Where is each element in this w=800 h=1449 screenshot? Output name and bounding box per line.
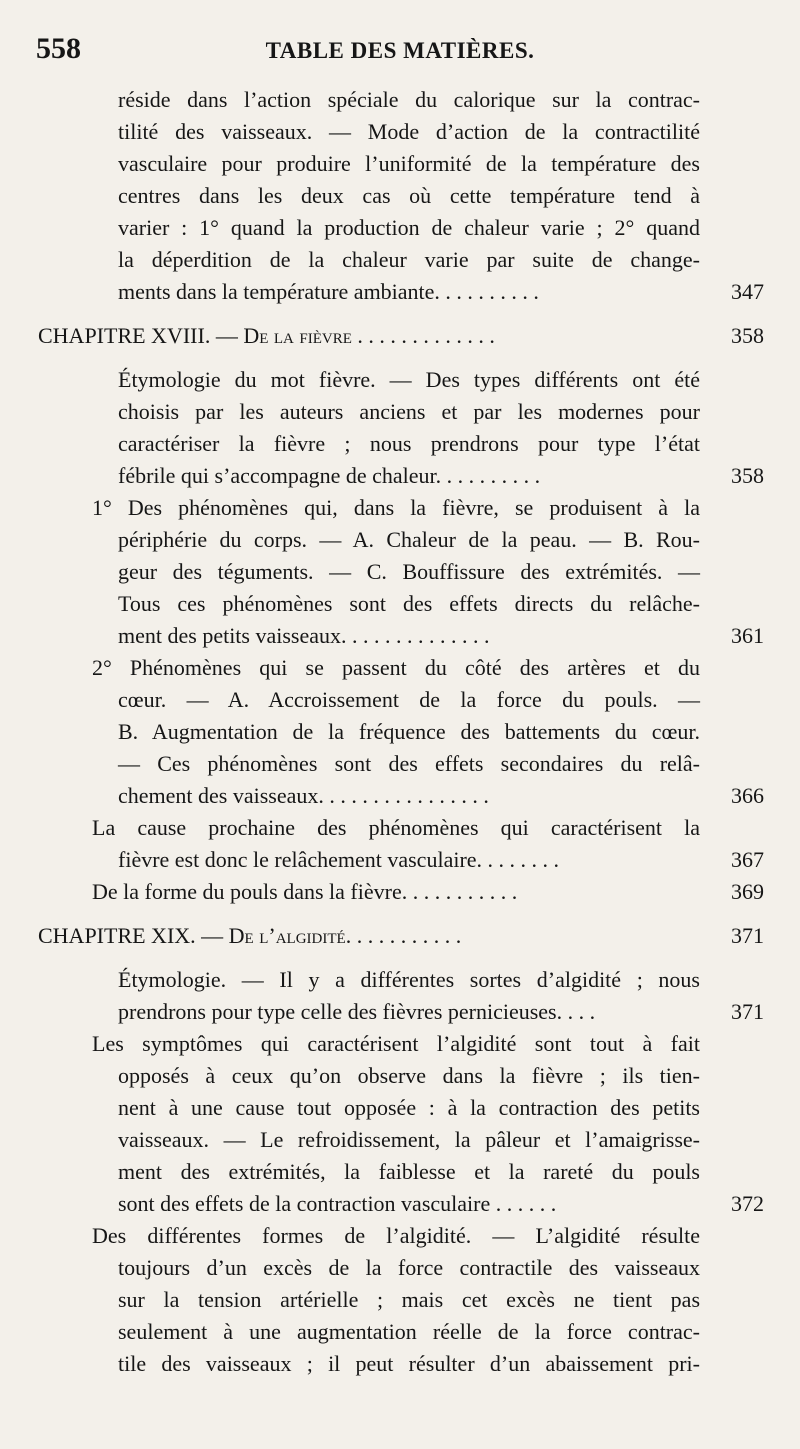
entry-text: prendrons pour type celle des fièvres pernicieuses. . . .	[118, 999, 596, 1024]
toc-line	[0, 460, 800, 492]
chapter-heading	[0, 320, 800, 352]
toc-line	[0, 244, 800, 276]
entry-text: chement des vaisseaux. . . . . . . . . . . . . . . .	[118, 783, 489, 808]
toc-line	[0, 1188, 800, 1220]
running-title: TABLE DES MATIÈRES.	[265, 38, 535, 63]
chapter-label: CHAPITRE XVIII. —	[38, 323, 244, 348]
chapter-name: De l’algidité	[228, 923, 346, 948]
toc-line	[0, 180, 800, 212]
toc-line	[0, 1348, 800, 1380]
entry-text: caractériser la fièvre ; nous prendrons pour type l’état	[118, 431, 700, 456]
toc-line	[0, 492, 800, 524]
chapter-title	[38, 320, 495, 352]
entry-text: tilité des vaisseaux. — Mode d’action de la contractilité	[118, 119, 700, 144]
entry-text: sur la tension artérielle ; mais cet excès ne tient pas	[118, 1287, 700, 1312]
entry-text: De la forme du pouls dans la fièvre. . . . . . . . . . .	[92, 879, 518, 904]
toc-line	[0, 1060, 800, 1092]
page-ref: 366	[731, 783, 764, 808]
entry-text: Étymologie. — Il y a différentes sortes d’algidité ; nous	[118, 967, 700, 992]
toc-line	[0, 588, 800, 620]
page-ref: 369	[731, 879, 764, 904]
page-ref: 371	[731, 999, 764, 1024]
entry-text: 2° Phénomènes qui se passent du côté des artères et du	[92, 655, 700, 680]
toc-line	[0, 428, 800, 460]
toc-line	[0, 524, 800, 556]
toc-line	[0, 1284, 800, 1316]
toc-line	[0, 212, 800, 244]
entry-text: tile des vaisseaux ; il peut résulter d’un abaissement pri-	[118, 1351, 700, 1376]
toc-line	[0, 812, 800, 844]
toc-line	[0, 748, 800, 780]
entry-text: vasculaire pour produire l’uniformité de la température des	[118, 151, 700, 176]
entry-text: Les symptômes qui caractérisent l’algidité sont tout à fait	[92, 1031, 700, 1056]
entry-text: ment des petits vaisseaux. . . . . . . . . . . . . .	[118, 623, 490, 648]
toc-line	[0, 84, 800, 116]
section-gap	[0, 952, 800, 964]
page-ref: 347	[731, 279, 764, 304]
chapter-title	[38, 920, 461, 952]
toc-line	[0, 844, 800, 876]
toc-line	[0, 652, 800, 684]
toc-line	[0, 1028, 800, 1060]
entry-text: la déperdition de la chaleur varie par suite de change-	[118, 247, 700, 272]
toc-line	[0, 716, 800, 748]
entry-text: fébrile qui s’accompagne de chaleur. . . . . . . . . .	[118, 463, 541, 488]
page-ref: 358	[731, 463, 764, 488]
toc-line	[0, 620, 800, 652]
section-gap	[0, 308, 800, 320]
leader-dots: . . . . . . . . . . .	[345, 923, 462, 948]
entry-text: seulement à une augmentation réelle de la force contrac-	[118, 1319, 700, 1344]
section-gap	[0, 908, 800, 920]
entry-text: réside dans l’action spéciale du calorique sur la contrac-	[118, 87, 700, 112]
toc-line	[0, 1124, 800, 1156]
toc-line	[0, 276, 800, 308]
entry-text: cœur. — A. Accroissement de la force du pouls. —	[118, 687, 700, 712]
chapter-name: De la fièvre	[243, 323, 352, 348]
toc-line	[0, 396, 800, 428]
entry-text: Étymologie du mot fièvre. — Des types différents ont été	[118, 367, 700, 392]
page-ref: 372	[731, 1191, 764, 1216]
entry-text: Tous ces phénomènes sont des effets directs du relâche-	[118, 591, 700, 616]
entry-text: centres dans les deux cas où cette température tend à	[118, 183, 700, 208]
table-of-contents	[0, 84, 800, 1380]
running-header	[36, 30, 764, 74]
entry-text: Des différentes formes de l’algidité. — L’algidité résulte	[92, 1223, 700, 1248]
entry-text: geur des téguments. — C. Bouffissure des extrémités. —	[118, 559, 700, 584]
toc-line	[0, 780, 800, 812]
entry-text: sont des effets de la contraction vasculaire . . . . . .	[118, 1191, 557, 1216]
entry-text: choisis par les auteurs anciens et par les modernes pour	[118, 399, 700, 424]
toc-line	[0, 684, 800, 716]
entry-text: toujours d’un excès de la force contractile des vaisseaux	[118, 1255, 700, 1280]
toc-line	[0, 964, 800, 996]
page-ref: 367	[731, 847, 764, 872]
toc-line	[0, 1316, 800, 1348]
toc-line	[0, 116, 800, 148]
entry-text: nent à une cause tout opposée : à la contraction des petits	[118, 1095, 700, 1120]
entry-text: opposés à ceux qu’on observe dans la fièvre ; ils tien-	[118, 1063, 700, 1088]
page-number: 558	[36, 32, 81, 65]
toc-line	[0, 364, 800, 396]
page-ref: 371	[731, 923, 764, 948]
toc-line	[0, 148, 800, 180]
toc-line	[0, 1220, 800, 1252]
page-ref: 358	[731, 323, 764, 348]
entry-text: — Ces phénomènes sont des effets secondaires du relâ-	[118, 751, 700, 776]
chapter-label: CHAPITRE XIX. —	[38, 923, 229, 948]
entry-text: varier : 1° quand la production de chaleur varie ; 2° quand	[118, 215, 700, 240]
toc-line	[0, 876, 800, 908]
entry-text: La cause prochaine des phénomènes qui caractérisent la	[92, 815, 700, 840]
entry-text: ments dans la température ambiante. . . . . . . . . .	[118, 279, 539, 304]
toc-line	[0, 556, 800, 588]
section-gap	[0, 352, 800, 364]
toc-line	[0, 1252, 800, 1284]
leader-dots: . . . . . . . . . . . . .	[351, 323, 495, 348]
entry-text: périphérie du corps. — A. Chaleur de la peau. — B. Rou-	[118, 527, 700, 552]
chapter-heading	[0, 920, 800, 952]
toc-line	[0, 1156, 800, 1188]
page-ref: 361	[731, 623, 764, 648]
entry-text: vaisseaux. — Le refroidissement, la pâleur et l’amaigrisse-	[118, 1127, 700, 1152]
entry-text: fièvre est donc le relâchement vasculaire. . . . . . . .	[118, 847, 560, 872]
toc-line	[0, 996, 800, 1028]
entry-text: B. Augmentation de la fréquence des battements du cœur.	[118, 719, 700, 744]
entry-text: ment des extrémités, la faiblesse et la rareté du pouls	[118, 1159, 700, 1184]
toc-line	[0, 1092, 800, 1124]
entry-text: 1° Des phénomènes qui, dans la fièvre, se produisent à la	[92, 495, 700, 520]
